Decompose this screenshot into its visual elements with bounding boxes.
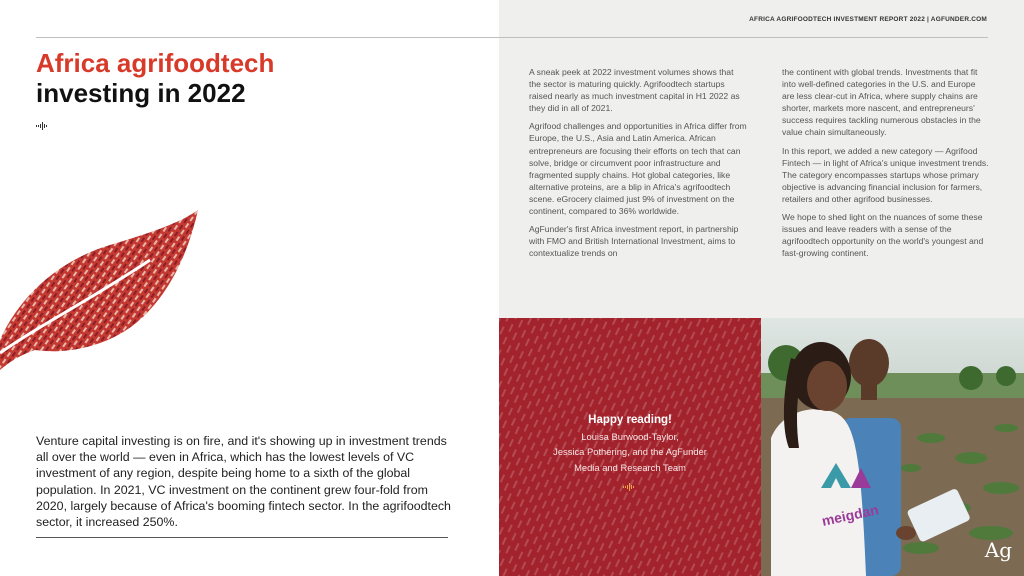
agfunder-logo: Ag <box>984 538 1012 562</box>
title-line-2: investing in 2022 <box>36 78 246 108</box>
signoff-line-2: Jessica Pothering, and the AgFunder <box>553 446 707 457</box>
signoff-heading: Happy reading! <box>588 414 672 426</box>
waveform-icon <box>36 122 50 130</box>
signoff-panel <box>499 318 761 576</box>
header-divider <box>36 37 988 38</box>
shirt-text: meigdan <box>820 501 880 529</box>
signoff-text <box>499 413 761 475</box>
col2-paragraph-3: We hope to shed light on the nuances of some these issues and leave readers with a sense of the agrifoodtech opportunity on the world's youngest and fast-growing continent. <box>782 212 984 259</box>
title-line-1: Africa agrifoodtech <box>36 48 275 78</box>
signoff-line-3: Media and Research Team <box>574 461 686 473</box>
farmers-photo <box>761 318 1024 576</box>
col1-paragraph-1: A sneak peek at 2022 investment volumes shows that the sector is maturing quickly. Agrifoodtech startups raised nearly as much investment capital in H1 2022 as they did in all of 2021. <box>529 67 740 114</box>
signoff-line-1: Louisa Burwood-Taylor, <box>581 430 679 442</box>
page-title <box>36 48 274 108</box>
intro-paragraph: Venture capital investing is on fire, and it's showing up in investment trends all over the world — even in Africa, which has the lowest levels of VC investment of any region, despite being home to a sixth of the global population. In 2021, VC investment on the continent grew four-fold from 2020, largely because of Africa's booming fintech sector. In the agrifoodtech sector, it increased 250%. <box>36 434 451 530</box>
body-column-2 <box>782 66 990 265</box>
report-header: AFRICA AGRIFOODTECH INVESTMENT REPORT 2022 | AGFUNDER.COM <box>749 16 987 23</box>
col1-paragraph-2: Agrifood challenges and opportunities in Africa differ from Europe, the U.S., Asia and Latin America. African entrepreneurs are focusing their efforts on tech that can solve, bridge or circumvent poor infrastructure and fragmented supply chains. Hot global categories, like alternative proteins, are a blip in Africa's agrifoodtech scene. eGrocery claimed just 9% of investment on the continent, compared to 36% worldwide. <box>529 121 747 217</box>
intro-divider <box>36 537 448 538</box>
body-column-1 <box>529 66 747 265</box>
col2-paragraph-2: In this report, we added a new category — Agrifood Fintech — in light of Africa's unique investment trends. The category encompasses startups whose primary objective is advancing financial inclusion for farmers, retailers and other agrifood businesses. <box>782 145 989 204</box>
waveform-icon <box>623 483 637 491</box>
col1-paragraph-3: AgFunder's first Africa investment report, in partnership with FMO and British International Investment, aims to contextualize trends on <box>529 224 739 259</box>
leaf-illustration <box>0 205 200 370</box>
col2-paragraph-1: the continent with global trends. Investments that fit into well-defined categories in the U.S. and Europe are less clear-cut in Africa, where supply chains are shorter, markets more nascent, and entrepreneurs' success requires tackling numerous obstacles in the value chain simultaneously. <box>782 67 981 138</box>
